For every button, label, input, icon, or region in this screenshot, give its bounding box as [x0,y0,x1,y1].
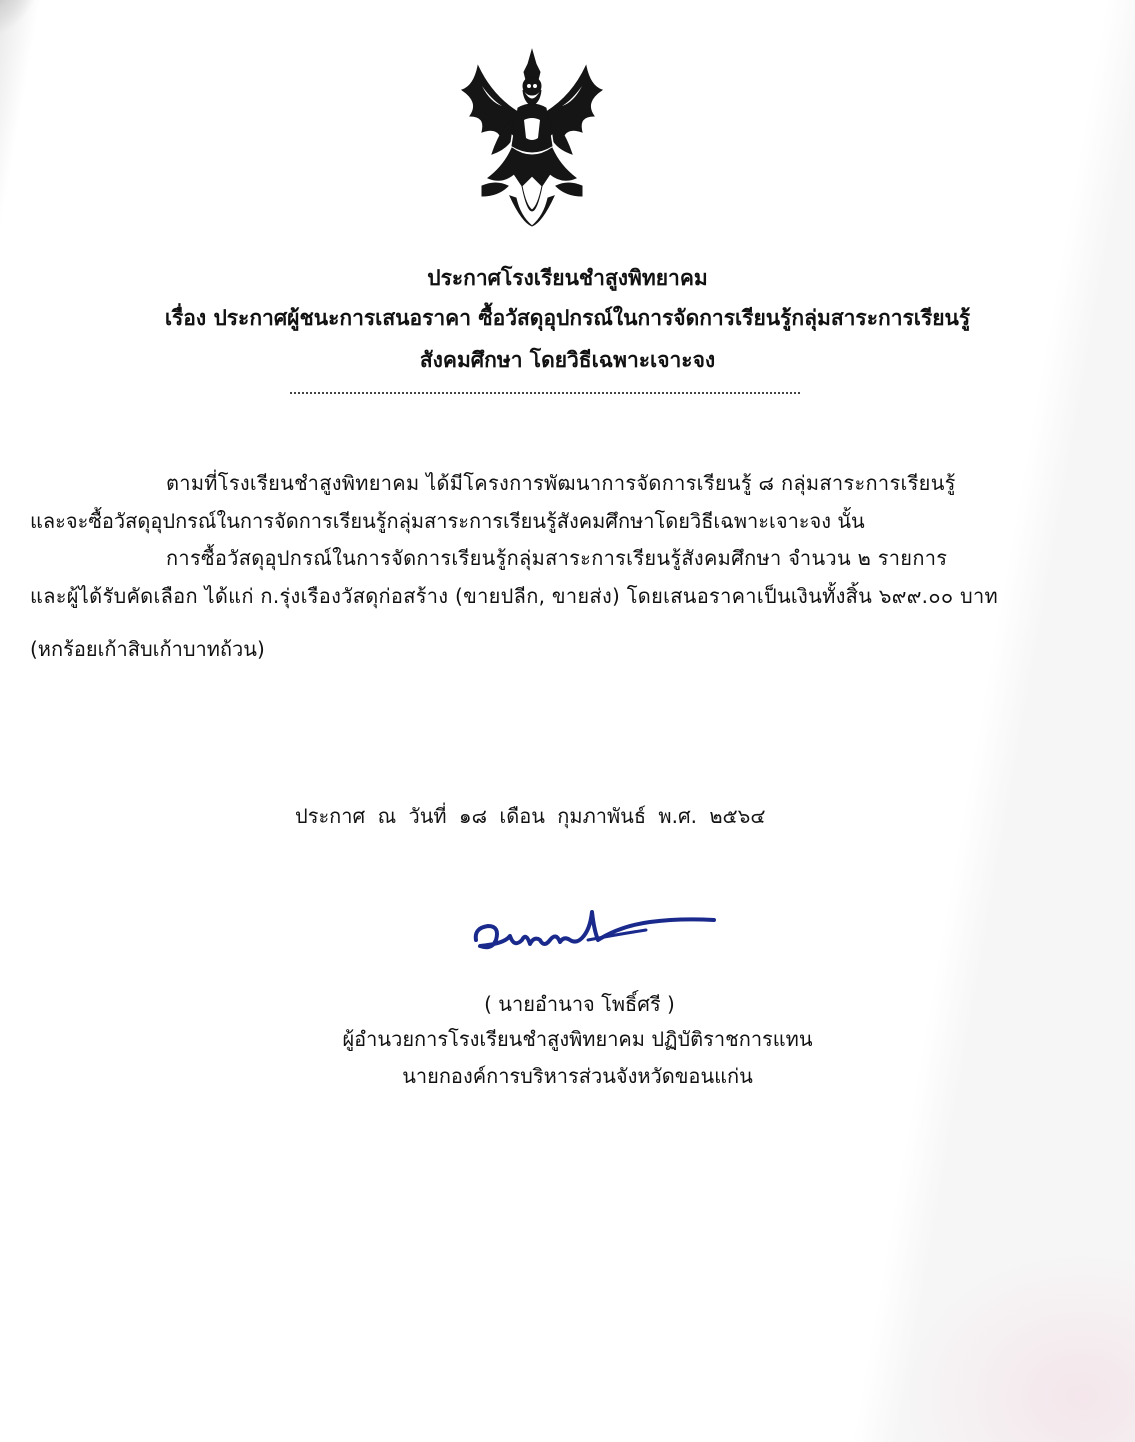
dotted-divider [290,392,800,394]
announcement-subject: เรื่อง ประกาศผู้ชนะการเสนอราคา ซื้อวัสดุอุปกรณ์ในการจัดการเรียนรู้กลุ่มสาระการเรียนรู้ [164,306,971,330]
scan-corner-shadow [0,0,40,40]
body-line-1: ตามที่โรงเรียนชำสูงพิทยาคม ได้มีโครงการพัฒนาการจัดการเรียนรู้ ๘ กลุ่มสาระการเรียนรู้ [166,471,956,495]
body-line-4: และผู้ได้รับคัดเลือก ได้แก่ ก.รุ่งเรืองวัสดุก่อสร้าง (ขายปลีก, ขายส่ง) โดยเสนอราคาเป็นเงินทั้งสิ้น ๖๙๙.๐๐ บาท [30,584,999,608]
scan-tint [900,1250,1135,1442]
body-line-5: (หกร้อยเก้าสิบเก้าบาทถ้วน) [30,637,265,661]
signatory-position: ผู้อำนวยการโรงเรียนชำสูงพิทยาคม ปฏิบัติราชการแทน [342,1027,813,1051]
announcement-date: ประกาศ ณ วันที่ ๑๘ เดือน กุมภาพันธ์ พ.ศ. ๒๕๖๔ [295,804,766,828]
announcement-title: ประกาศโรงเรียนชำสูงพิทยาคม [427,266,708,290]
body-line-3: การซื้อวัสดุอุปกรณ์ในการจัดการเรียนรู้กลุ่มสาระการเรียนรู้สังคมศึกษา จำนวน ๒ รายการ [166,546,948,570]
handwritten-signature [470,900,730,970]
announcement-subject-cont: สังคมศึกษา โดยวิธีเฉพาะเจาะจง [419,348,716,372]
signatory-name: ( นายอำนาจ โพธิ์ศรี ) [484,992,675,1016]
body-line-2: และจะซื้อวัสดุอุปกรณ์ในการจัดการเรียนรู้กลุ่มสาระการเรียนรู้สังคมศึกษาโดยวิธีเฉพาะเจาะจง นั้น [30,509,865,533]
garuda-emblem-icon [452,46,612,236]
signatory-position-2: นายกองค์การบริหารส่วนจังหวัดขอนแก่น [402,1064,753,1088]
